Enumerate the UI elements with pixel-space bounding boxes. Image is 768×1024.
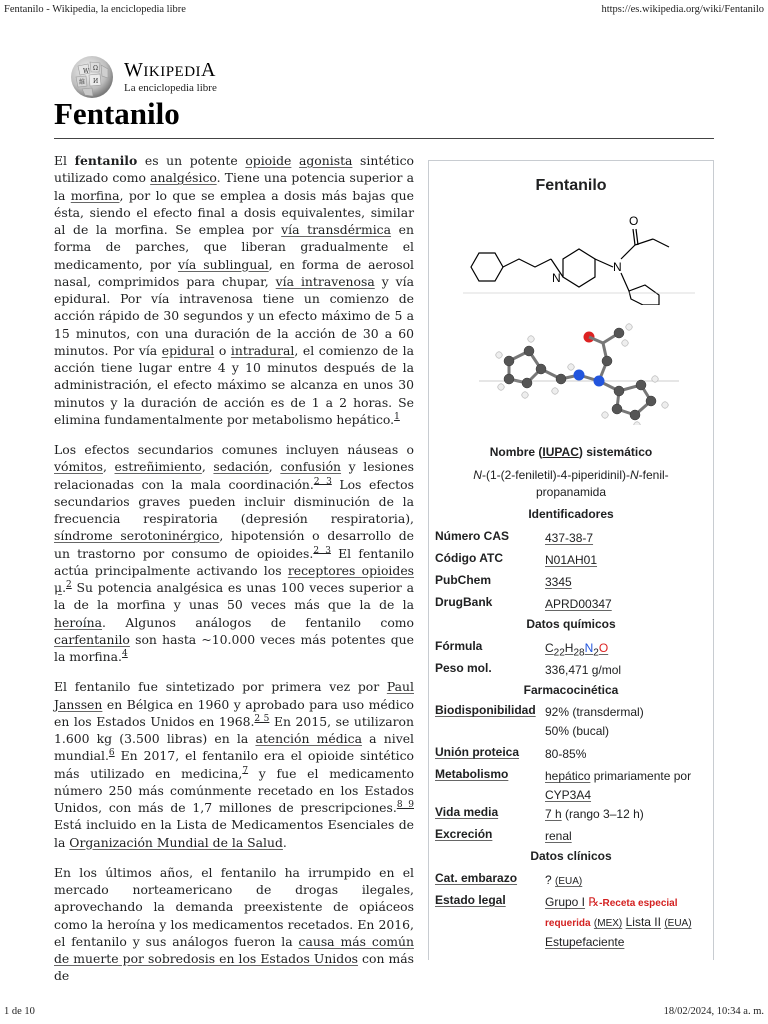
print-page-url[interactable]: https://es.wikipedia.org/wiki/Fentanilo	[601, 4, 764, 15]
link-7h[interactable]: 7 h	[545, 807, 562, 821]
link-excrecion[interactable]: Excreción	[435, 827, 493, 841]
print-footer	[4, 1006, 764, 1020]
article-subject-bold: fentanilo	[74, 153, 138, 168]
link-mex[interactable]: (MEX)	[593, 918, 623, 929]
formula-label: Fórmula	[435, 639, 483, 653]
link-morfina[interactable]: morfina	[70, 187, 120, 203]
reference-link[interactable]: 6	[108, 748, 115, 759]
atc-value-link[interactable]: N01AH01	[545, 553, 598, 567]
svg-text:Ω: Ω	[93, 65, 98, 72]
link-via-intravenosa[interactable]: vía intravenosa	[275, 273, 375, 289]
reference-link[interactable]: 2	[66, 579, 72, 590]
article-body	[54, 152, 414, 985]
pubchem-label: PubChem	[435, 573, 492, 587]
mol-weight-label: Peso mol.	[435, 661, 492, 675]
logo-wordmark: WIKIPEDIA	[124, 59, 216, 81]
wikipedia-logo[interactable]	[68, 54, 268, 100]
structural-formula-image	[463, 207, 695, 305]
article-paragraph-2: Los efectos secundarios comunes incluyen náuseas o vómitos, estreñimiento, sedación, confusión y lesiones relacionadas con la mala coordinación.$^{2 3}$ Los efectos secundarios graves pueden incluir disminución de la frecuencia respiratoria (depresión respiratoria), síndrome serotoninérgico, hipotensión o desarrollo de un trastorno por consumo de opioides.$^{2 3}$ El fentanilo actúa principalmente activando los receptores opioides μ.$^2$ Su potencia analgésica es unas 100 veces superior a la de la morfina y unas 50 veces más que la de la heroína. Algunos análogos de fentanilo como carfentanilo son hasta ~10.000 veces más potentes que la morfina.$^4$	[54, 442, 415, 664]
drugbank-value-link[interactable]: APRD00347	[545, 597, 612, 611]
drugbank-label: DrugBank	[435, 595, 493, 609]
link-hepatico[interactable]: hepático	[545, 769, 591, 783]
print-page-title: Fentanilo - Wikipedia, la enciclopedia libre	[4, 4, 186, 15]
link-oms[interactable]: Organización Mundial de la Salud	[69, 834, 283, 850]
link-lista-ii[interactable]: Lista II	[625, 915, 661, 929]
link-renal[interactable]: renal	[545, 829, 572, 843]
title-divider	[54, 138, 714, 139]
print-header	[4, 4, 764, 18]
link-causa-muerte-sobredosis[interactable]: causa más común de muerte por sobredosis en los Estados Unidos	[54, 933, 414, 966]
link-eua[interactable]: (EUA)	[664, 918, 692, 929]
link-cyp3a4[interactable]: CYP3A4	[545, 788, 592, 802]
reference-link[interactable]: 7	[242, 765, 249, 776]
section-datos-clinicos: Datos clínicos	[530, 849, 612, 863]
link-heroina[interactable]: heroína	[54, 614, 103, 630]
svg-text:И: И	[93, 78, 99, 85]
link-intradural[interactable]: intradural	[230, 342, 295, 358]
reference-link[interactable]: 8 9	[396, 799, 414, 810]
article-paragraph-1: El fentanilo es un potente opioide agonista sintético utilizado como analgésico. Tiene una potencia superior a la morfina, por lo que se emplea a dosis más bajas que ésta, siendo el efecto final a dosis equivalentes, similar al de la morfina. Se emplea por vía transdérmica en forma de parches, que liberan gradualmente el medicamento, por vía sublingual, en forma de aerosol nasal, comprimidos para chupar, vía intravenosa y vía epidural. Por vía intravenosa tiene un comienzo de acción rápido de 30 segundos y un efecto máximo de 5 a 15 minutos, con una duración de la acción de 30 a 60 minutos. Por vía epidural o intradural, el comienzo de la acción tiene lugar entre 4 y 10 minutos después de la administración, el efecto máximo se alcanza en unos 30 minutos y la duración de acción es de 1 a 2 horas. Se elimina fundamentalmente por metabolismo hepático.$^1$	[54, 153, 415, 427]
section-farmacocinetica: Farmacocinética	[523, 683, 619, 697]
reference-link[interactable]: 2 3	[313, 476, 332, 487]
link-vida-media[interactable]: Vida media	[435, 805, 499, 819]
svg-text:O: O	[629, 214, 639, 228]
mol-weight-value: 336,471 g/mol	[545, 663, 622, 677]
cas-label: Número CAS	[435, 529, 510, 543]
reference-link[interactable]: 2 5	[254, 713, 270, 724]
section-datos-quimicos: Datos químicos	[526, 617, 616, 631]
formula-value: $C_{22}H_{28}N_2O$	[545, 641, 609, 659]
link-grupo-i[interactable]: Grupo I	[545, 895, 586, 909]
iupac-heading: Nombre (IUPAC) sistemático	[489, 445, 653, 459]
article-paragraph-3: El fentanilo fue sintetizado por primera vez por Paul Janssen en Bélgica en 1960 y aprobado para uso médico en los Estados Unidos en 1968.$^{2 5}$ En 2015, se utilizaron 1.600 kg (3.500 libras) en la atención médica a nivel mundial.$^6$ En 2017, el fentanilo era el opioide sintético más utilizado en medicina,$^7$ y fue el medicamento número 250 más comúnmente recetado en los Estados Unidos, con más de 1,7 millones de prescripciones.$^{8 9}$ Está incluido en la Lista de Medicamentos Esenciales de la Organización Mundial de la Salud.	[54, 679, 414, 850]
infobox-title: Fentanilo	[535, 177, 607, 194]
link-metabolismo[interactable]: Metabolismo	[435, 767, 509, 781]
link-via-sublingual[interactable]: vía sublingual	[177, 256, 269, 272]
link-analgesico[interactable]: analgésico	[150, 170, 217, 186]
link-paul-janssen[interactable]: Paul Janssen	[54, 679, 414, 712]
svg-text:維: 維	[79, 79, 86, 86]
svg-text:W: W	[83, 68, 90, 75]
link-estado-legal[interactable]: Estado legal	[435, 893, 506, 907]
rx-icon: ℞	[588, 895, 600, 909]
link-vomitos[interactable]: vómitos	[54, 459, 103, 475]
pubchem-value-link[interactable]: 3345	[545, 575, 572, 589]
reference-link[interactable]: 2 3	[313, 545, 331, 556]
wikipedia-globe-icon	[68, 54, 116, 100]
cas-value-link[interactable]: 437-38-7	[545, 531, 594, 545]
section-identificadores: Identificadores	[528, 507, 614, 521]
reference-link[interactable]: 1	[394, 411, 400, 422]
link-estrenimiento[interactable]: estreñimiento	[114, 459, 202, 475]
print-page-number: 1 de 10	[4, 1006, 35, 1017]
svg-text:N: N	[552, 271, 561, 285]
link-epidural[interactable]: epidural	[161, 342, 215, 358]
iupac-name: N-(1-(2-feniletil)-4-piperidinil)-N-fenil- propanamida	[473, 468, 669, 499]
ball-and-stick-model-image	[479, 321, 679, 425]
link-cat-embarazo[interactable]: Cat. embarazo	[435, 871, 518, 885]
link-iupac[interactable]: IUPAC	[542, 445, 579, 459]
print-datetime: 18/02/2024, 10:34 a. m.	[663, 1006, 764, 1017]
reference-link[interactable]: 4	[122, 648, 128, 659]
logo-tagline: La enciclopedia libre	[124, 82, 217, 94]
link-receptores-opioides[interactable]: receptores opioides μ	[54, 562, 415, 595]
link-estupefaciente[interactable]: Estupefaciente	[545, 935, 625, 949]
link-biodisponibilidad[interactable]: Biodisponibilidad	[435, 703, 536, 717]
link-sedacion[interactable]: sedación	[213, 459, 269, 475]
atc-label: Código ATC	[435, 551, 503, 565]
page-title: Fentanilo	[54, 96, 180, 131]
link-carfentanilo[interactable]: carfentanilo	[54, 631, 130, 647]
link-agonista[interactable]: agonista	[298, 153, 353, 168]
link-confusion[interactable]: confusión	[280, 459, 342, 475]
link-eua[interactable]: (EUA)	[555, 876, 583, 887]
link-opioide[interactable]: opioide	[245, 153, 292, 168]
drug-infobox: Fentanilo N N O Nombre (IUPAC) sistemático N-(1-(2-feniletil)-4-piperidinil)-N-fenil- propanamida Identificadores Número CAS 437-38-7 Código ATC N01AH01 PubChem 3345 DrugBank APRD00347 Datos químicos Fórmula $C_{22}H_{28}N_2O$ Peso mol. 336,471 g/mol Farmacocinética Biodisponibilidad 92% (transdermal) 50% (bucal) Unión proteica 80-85% Metabolismo hepático primariamente por CYP3A4 Vida media 7 h (rango 3–12 h) Excreción renal Datos clínicos Cat. embarazo ? (EUA) Estado legal Grupo I ℞-Receta especial requerida (MEX) Lista II (EUA) Estupefaciente	[428, 160, 714, 960]
link-sindrome-serotoninergico[interactable]: síndrome serotoninérgico	[54, 528, 220, 544]
article-paragraph-4: En los últimos años, el fentanilo ha irrumpido en el mercado norteamericano de drogas ilegales, aprovechando la demanda preexistente de opiáceos como la heroína y los medicamentos recetados. En 2016, el fentanilo y sus análogos fueron la causa más común de muerte por sobredosis en los Estados Unidos con más de	[54, 864, 414, 984]
svg-text:N: N	[613, 260, 622, 274]
link-atencion-medica[interactable]: atención médica	[255, 731, 362, 746]
link-via-transdermica[interactable]: vía transdérmica	[281, 222, 392, 237]
link-union-proteica[interactable]: Unión proteica	[435, 745, 520, 759]
